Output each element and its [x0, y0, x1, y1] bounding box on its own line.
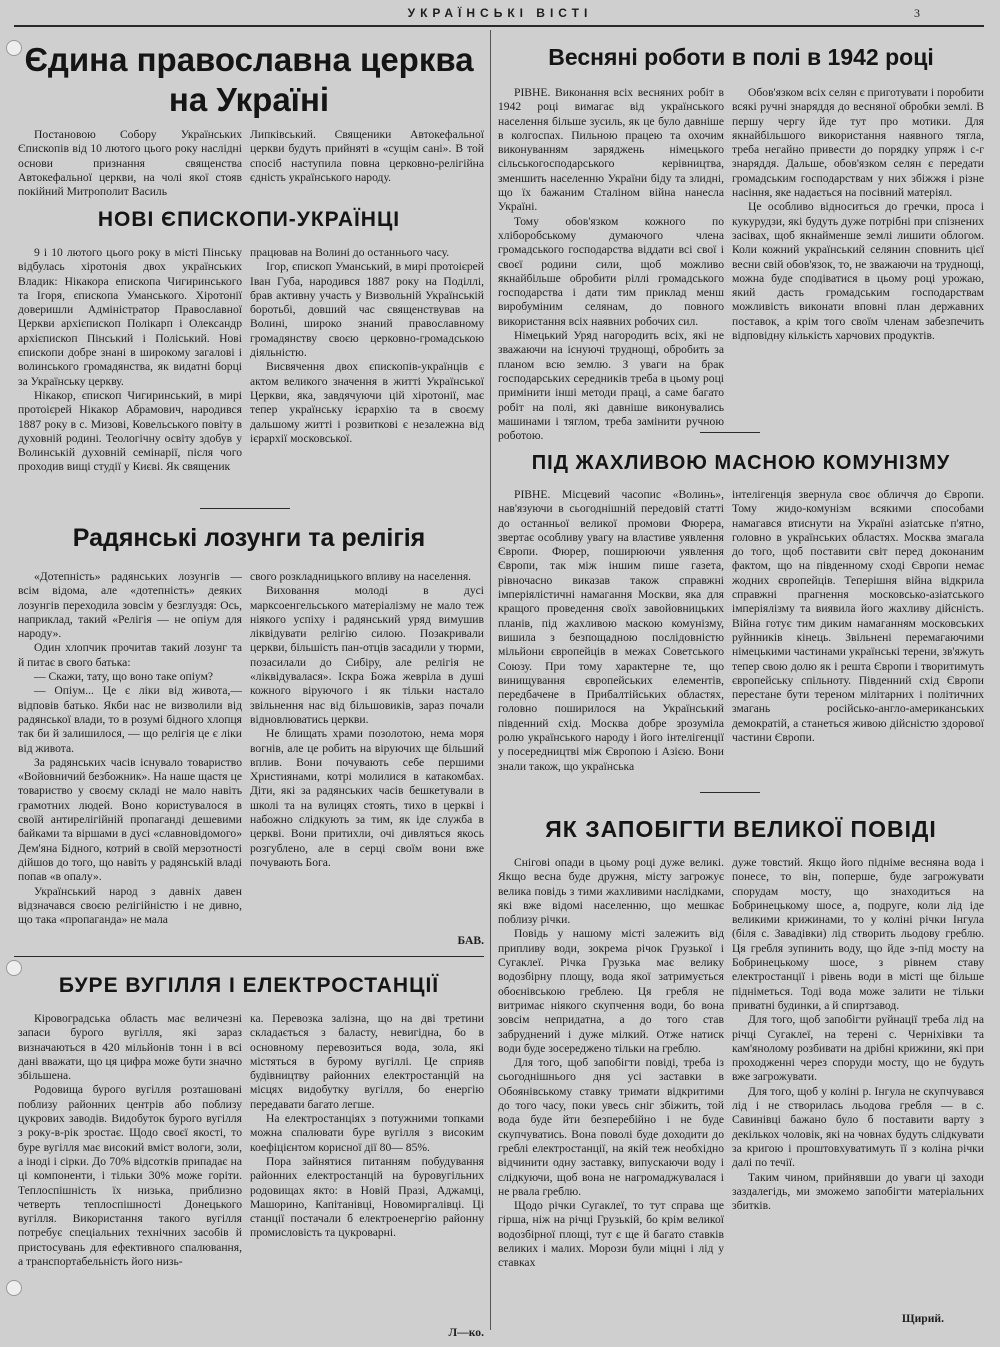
paragraph: Повідь у нашому місті залежить від припливу води, зокрема річок Грузької і Сугаклеї. Річка Грузька має велику водозбірну площу, вода якої затримується обоєнівською греблею. Ця гребля не витримає ніякого скупчення води, бо вона зовсім непридатна, а до того став забруднений і дуже мілкий. Отже натиск води буде зосереджено тільки на греблю. [498, 927, 724, 1055]
article-communism-col1 [498, 488, 724, 788]
paragraph: Це особливо відноситься до гречки, проса і кукурудзи, які будуть дуже потрібні при спізнених засівах, щоб якнайменше землі лишити облогом. Коли кожний український селянин сповнить цієї весни свій обов'язок, то, не зважаючи на труднощі, можна буде сподіватися в цьому році урожаю, який дасть громадським господарствам можливість виконати вповні план державних поставок, а крім того своїм членам забезпечить відповідну кількість харчових продуктів. [732, 200, 984, 343]
newspaper-masthead: УКРАЇНСЬКІ ВІСТІ [407, 6, 593, 20]
paragraph: Нікакор, єпископ Чигиринський, в мирі протоієрей Нікакор Абрамович, народився 1887 року в с. Мизові, Ковельського повіту в духовній родині. Теологічну освіту здобув у Волинській духовній семінарії, після чого проходив вищі студії у Києві. Як священик [18, 388, 242, 474]
article-spring-col2 [732, 86, 984, 421]
paragraph: Тому обов'язком кожного по хліборобському думаючого члена громадського господарства віддати всі свої і своєї родини сили, щоб можливо якнайбільше обробити ріллі громадського господарства і дати тим приклад менш виробуміним селянам, до повного використання всіх наявних робочих сил. [498, 214, 724, 328]
headline-communism-mask: ПІД ЖАХЛИВОЮ МАСНОЮ КОМУНІЗМУ [531, 452, 951, 474]
article-bishops-col1 [18, 246, 242, 508]
article-coal-col1 [18, 1012, 242, 1337]
paragraph: Снігові опади в цьому році дуже великі. Якщо весна буде дружня, місту загрожує велика повідь з тими жахливими наслідками, які вже відомі населенню, що мешкає поблизу річки. [498, 856, 724, 927]
section-rule [14, 956, 484, 957]
signature-lko: Л—ко. [448, 1326, 484, 1339]
paragraph: Постановою Собору Українських Єпископів від 10 лютого цього року наслідні основи признання священства Автокефальної церкви, на чолі якої стояв покійний Митрополит Василь [18, 128, 242, 199]
headline-orthodox-church: Єдина православна церква на Україні [24, 41, 474, 118]
paragraph: Щодо річки Сугаклеї, то тут справа ще гірша, ніж на річці Грузькій, бо крім великої водозбірної площі, тут є ще й багато ставків великих і малих. Морози були міцні і лід у ставках [498, 1199, 724, 1270]
headline-new-bishops: НОВІ ЄПИСКОПИ-УКРАЇНЦІ [97, 208, 401, 231]
paragraph: Для того, щоб запобігти повіді, треба із сьогоднішнього дня усі заставки в Обоянівському ставку тримати відкритими до того часу, поки увесь сніг збіжить, той вода буде йти безперебійно і не буде скупчуватись. Вона поволі буде доходити до греблі електростанції, на якій теж необхідно відчинити одну заставку, випускаючи воду і слідкуючи, щоб вона не нагромаджувалася і не рвала греблю. [498, 1056, 724, 1198]
section-rule [700, 432, 760, 433]
paragraph: ка. Перевозка залізна, що на дві третини складається з баласту, невигідна, бо в основному перевозиться вода, зола, які містяться в бурому вугіллі. Це сприяв будівництву районних електростанцій на місцях видобутку вугілля, бо енергію передавати багато легше. [250, 1012, 484, 1111]
paragraph: — Скажи, тату, що воно таке опіум? [34, 670, 214, 684]
headline-soviet-slogans: Радянські лозунги та релігія [72, 524, 426, 552]
paragraph: РІВНЕ. Місцевий часопис «Волинь», нав'язуючи в сьогоднішній передовій статті до останньої великої промови Фюрера, звертає особливу увагу на властиве уявлення Європи. Фюрер, поширюючи уявлення Європи, так між іншим пише газета, рівночасно виказав також справжні імперіялістичні намагання Москви, яка для кращого проведення своїх завойовницьких планів, під жахливою маскою комунізму, вишила з безпощадною послідовністю мільйони європейців в межах Советського Союзу. При тому характерне те, що винищування європейських елементів, передбачене в Прибалтійських областях, головно поширилося на Український південний схід. Москва добре зрозуміла ролю українського народу і його інтелігенції у посередництві між Європою і Азією. Вони знали також, що українська [498, 488, 724, 773]
article-slogans-col1 [18, 570, 242, 955]
paragraph: Родовища бурого вугілля розташовані поблизу районних центрів або поблизу цукрових заводів. Видобуток бурого вугілля з року-в-рік зростає. Щодо своєї якості, то буре вугілля має високий вміст вологи, золи, а іноді і сірки. До 70% відсотків припадає на ці компоненти, і тільки 30% може горіти. Теплоспішність їх низька, приблизно четверть теплоспішності Донецького вугілля. Використання такого вугілля потребує спеціальних технічних засобів й пристосувань для ефективного спалювання, а транспортабельність його низь- [18, 1083, 242, 1269]
article-slogans-col2 [250, 570, 484, 932]
paragraph: Один хлопчик прочитав такий лозунг та й питає в свого батька: [18, 641, 242, 669]
masthead-rule [14, 25, 984, 27]
headline-spring-field-work: Весняні роботи в полі в 1942 році [548, 44, 934, 70]
column-divider [490, 30, 491, 1330]
paragraph: Ігор, єпископ Уманський, в мирі протоієрей Іван Губа, народився 1887 року на Поділлі, брав активну участь у Визвольній Українській боротьбі, довший час священствував на Волині, широко знаний православному громадянству своєю церковно-громадською діяльністю. [250, 260, 484, 360]
signature-bav: БАВ. [457, 934, 484, 947]
article-coal-col2 [250, 1012, 484, 1327]
article-flood-col2 [732, 856, 984, 1308]
article-flood-col1 [498, 856, 724, 1337]
paragraph: Кіровоградська область має величезні запаси бурого вугілля, які зараз визначаються в 420 мільйонів тонн і в всі дані вважати, що ця цифра може бути значно збільшена. [18, 1012, 242, 1083]
paragraph: інтелігенція звернула своє обличчя до Європи. Тому жидо-комунізм всякими способами намагався втиснути на Україні азіатське п'ятно, головно в українських областях. Москва змагала до того, щоб поставити світ перед доконаним фактом, що на південному сході Європи немає жодних європейців. Теперішня війна відкрила справжні прагнення московсько-азіатського імперіялізму та виявила його жахливу дійсність. Війна готує тим диким намаганням московських руйнників кінець. Звільнені перемагаючими німецькими частинами українські терени, зв'яжуть тепер свою долю як і решта Європи і творитимуть європейську спільноту. Південний схід Європи перестане бути тереном мілітарних і політичних змагань російсько-англо-американських демократій, а станеться живою дійсністю здорової частини Європи. [732, 488, 984, 745]
article-communism-col2 [732, 488, 984, 788]
headline-prevent-flood: ЯК ЗАПОБІГТИ ВЕЛИКОЇ ПОВІДІ [545, 816, 937, 842]
paragraph: За радянських часів існувало товариство «Войовничий безбожник». На наше щастя це товариство у своєму складі не мало навіть грамотних людей. Воно користувалося в своїй антирелігійній пропаганді дешевими байками та віршами в дусі «славновідомого» Дем'яна Бідного, котрий в своїй мерзотності дійшов до того, що навіть у радянській владі попав «в опалу». [18, 755, 242, 884]
paragraph: На електростанціях з потужними топками можна спалювати буре вугілля з високим коефіцієнтом корисної дії 80— 85%. [250, 1112, 484, 1154]
section-rule [200, 508, 290, 509]
paragraph: Липківський. Священики Автокефальної церкви будуть прийняті в «сущім сані». В той спосіб наступила повна церковно-релігійна єдність українського народу. [250, 128, 484, 184]
paragraph: дуже товстий. Якщо його підніме весняна вода і понесе, то він, поперше, буде загрожувати спорудам мосту, що знаходиться на Бобринецькому шосе, а, подруге, коли лід іде великими крижинами, то у коліні річки Інгула (біля с. Завадівки) лід створить льодову греблю. Ця гребля зупинить воду, що йде з-під мосту на Бобринецькому шосе, з рівнем ставу електростанції і рівень води в місті ще більше підніметься. Тоді вода може залити не тільки приватні будинки, а й спиртзавод. [732, 856, 984, 1012]
paragraph: Пора зайнятися питанням побудування районних електростанцій на буровугільних родовищах якто: в Новій Празі, Аджамці, Машорино, Капітанівці, Новомиргалівці. Ці станції постачали б електроенергію районну промисловість та цукроварні. [250, 1154, 484, 1240]
section-rule [700, 792, 760, 793]
paragraph: Для того, щоб запобігти руйнації треба лід на річці Сугаклеї, на терені с. Черніхівки та кам'янолому розбивати на дрібні крижини, які при проходженні через споруди мосту, що не будуть вже загрожувати. [732, 1013, 984, 1084]
paragraph: свого розкладницького впливу на населення. [250, 570, 472, 583]
paragraph: 9 і 10 лютого цього року в місті Пінську відбулась хіротонія двох українських Владик: Нікакора епископа Чигиринського та Ігоря, єпископа Уманського. Хіротонії доверишли Адміністратор Православної Церкви архієпископ Полікарп і Олександр архієпископ Пінський і Поліський. Нові єпископи добре знані в широкому загалові і волинського громадянства, як видатні борці за Українську церкву. [18, 246, 242, 388]
signature-shchyryi: Щирий. [901, 1312, 944, 1325]
paragraph: «Дотепність» радянських лозунгів — всім відома, але «дотепність» деяких лозунгів переходила зовсім у безглуздя: Ось, наприклад, такий «Релігія — не опіум для народу». [18, 570, 242, 641]
paragraph: Висвячення двох єпископів-українців є актом великого значення в житті Української Церкви, яка, завдячуючи цій хіротонії, має тепер українську ієрархію та в своєму дальшому житті і розвиткові є незалежна від ієрархії московської. [250, 360, 484, 445]
paragraph: Для того, щоб у коліні р. Інгула не скупчувався лід і не створилась льодова гребля — в с. Савинівці бажано було б поставити варту з декількох чоловік, які на човнах будуть слідкувати за кригою і проштовхуватимуть її з коліна річки далі по течії. [732, 1084, 984, 1170]
article-church-col2 [250, 128, 484, 198]
paragraph: працював на Волині до останнього часу. [250, 246, 450, 259]
paragraph: Не блищать храми позолотою, нема моря вогнів, але це робить на віруючих ще більший вплив. Вони почувають себе першими Християнами, котрі молилися в катакомбах. Діти, які за радянських часів бешкетували в школі та на вулицях стоять, тихо в церкві і набожно слідкують за тим, як іде служба в церкві. Вони притихли, очі дивляться якось розгублено, але в серці своїм вони вже почувають Бога. [250, 727, 484, 869]
paragraph: Таким чином, прийнявши до уваги ці заходи заздалегідь, ми зможемо запобігти матеріальних збитків. [732, 1170, 984, 1213]
paragraph: РІВНЕ. Виконання всіх весняних робіт в 1942 році вимагає від українського населення більше зусиль, як це було давніше в колгоспах. Пильною працею та охочим виконуванням заряджень німецького сільськогосподарського керівництва, зменшить населенню України біду та злидні, що їх бажаним Сталіном війна нанесла Україні. [498, 86, 724, 214]
page-mark: 3 [914, 6, 920, 20]
headline-brown-coal: БУРЕ ВУГІЛЛЯ І ЕЛЕКТРОСТАНЦІЇ [58, 974, 440, 997]
paragraph: Німецький Уряд нагородить всіх, які не зважаючи на існуючі труднощі, обробить за планом всю землю. З уваги на брак господарських середників треба в цьому році примінити інші методи праці, а саме багато робіт на полі, які давніше виконувались машинами і тяглом, треба замінити ручною роботою. [498, 329, 724, 443]
article-bishops-col2 [250, 246, 484, 508]
paragraph: Обов'язком всіх селян є приготувати і поробити всякі ручні знаряддя до весняної обробки землі. В першу чергу йде тут про мотики. Для якнайбільшого використання наявного тягла, треба негайно привести до порядку упряж і с-г знаряддя. Дальше, обов'язком селян є передати громадським господарствам у них збіжжя і різне насіння, яке надається на посівний матеріял. [732, 86, 984, 200]
article-spring-col1 [498, 86, 724, 443]
paragraph: — Опіум... Це є ліки від живота,— відповів батько. Якби нас не визволили від радянської влади, то в розумі бідного хлопця так би й залишилося, — що релігія це є ліки від живота. [18, 684, 242, 755]
paragraph: Виховання молоді в дусі марксоенгельського матеріалізму не мало теж ніякого успіху і радянський уряд вимушив ліквідувати релігію силою. Позакривали церкви, більшість пан-отців засадили у тюрми, позасилали до Сибіру, але релігія не «ліквідувалася». Іскра Божа жевріла в душі кожного віруючого і як тільки настало звільнення нас від більшовиків, зараз почали відновлюватись церкви. [250, 584, 484, 726]
article-church-col1 [18, 128, 242, 198]
paragraph: Український народ з давніх давен відзначався своєю релігійністю і не дивно, що така «пропаганда» не мала [18, 884, 242, 927]
